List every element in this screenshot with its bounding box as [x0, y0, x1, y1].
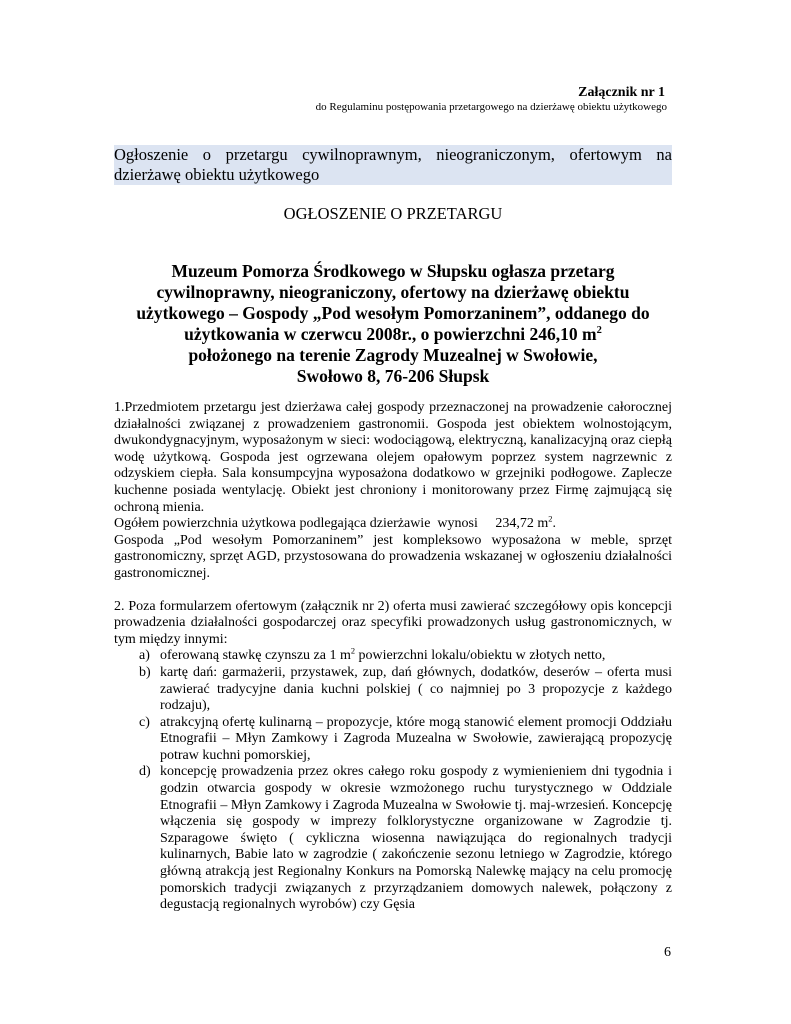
- section-1-paragraph: 1.Przedmiotem przetargu jest dzierżawa całej gospody przeznaczonej na prowadzenie całorocznej działalności związanej z prowadzeniem gastronomii. Gospoda jest obiektem wolnostojącym, dwukondygnacyjnym, wyposażonym w sieci: wodociągową, elektryczną, kanalizacyjną oraz ciepłą wodę użytkową. Gospoda jest ogrzewana olejem opałowym poprzez system nagrzewnic z odzyskiem ciepła. Sala konsumpcyjna wyposażona dodatkowo w grzejniki podłogowe. Zaplecze kuchenne posiada wentylację. Obiekt jest chroniony i monitorowany przez Firmę zajmującą się ochroną mienia.: [114, 400, 672, 515]
- announcement-line-3: użytkowego – Gospody „Pod wesołym Pomorzaninem”, oddanego do: [136, 303, 650, 323]
- list-item-label: d): [139, 764, 151, 780]
- annex-subtitle: do Regulaminu postępowania przetargowego na dzierżawę obiektu użytkowego: [315, 101, 667, 113]
- area-end: .: [552, 516, 556, 532]
- notice-box-text: Ogłoszenie o przetargu cywilnoprawnym, nieograniczonym, ofertowym na dzierżawę obiektu użytkowego: [114, 145, 672, 184]
- page-number: 6: [664, 945, 671, 960]
- list-item-text: atrakcyjną ofertę kulinarną – propozycje, które mogą stanowić element promocji Oddziału Etnografii – Młyn Zamkowy i Zagroda Muzealna w Swołowie, zawierającą propozycję potraw kuchni pomorskiej,: [160, 714, 672, 763]
- list-item-text: kartę dań: garmażerii, przystawek, zup, dań głównych, dodatków, deserów – oferta musi zawierać tradycyjne dania kuchni polskiej ( co najmniej po 3 propozycje z każdego rodzaju),: [160, 664, 672, 714]
- paragraph-gap: [114, 583, 672, 599]
- square-meter-superscript: 2: [596, 325, 602, 337]
- section-1-equipment: Gospoda „Pod wesołym Pomorzaninem” jest kompleksowo wyposażona w meble, sprzęt gastronomiczny, sprzęt AGD, przystosowana do prowadzenia wskazanej w ogłoszeniu działalności gastronomicznej.: [114, 532, 672, 581]
- document-body: [114, 400, 672, 914]
- requirements-list: [114, 648, 672, 914]
- area-text: Ogółem powierzchnia użytkowa podlegająca dzierżawie wynosi 234,72 m: [114, 516, 549, 532]
- list-item: [114, 648, 672, 665]
- list-item-text: oferowaną stawkę czynszu za 1 m: [160, 648, 351, 664]
- announcement-block: [114, 261, 672, 387]
- list-item: [114, 665, 672, 715]
- announcement-line-6: Swołowo 8, 76-206 Słupsk: [296, 366, 490, 386]
- list-item: [114, 764, 672, 913]
- section-2-intro: 2. Poza formularzem ofertowym (załącznik nr 2) oferta musi zawierać szczegółowy opis koncepcji prowadzenia działalności gospodarczej oraz specyfiki prowadzonych usług gastronomicznych, w tym między innymi:: [114, 598, 672, 647]
- list-item: [114, 715, 672, 765]
- list-item-text: koncepcję prowadzenia przez okres całego roku gospody z wymienieniem dni tygodnia i godzin otwarcia gospody w okresie wzmożonego ruchu turystycznego w Oddziale Etnografii – Młyn Zamkowy i Zagroda Muzealna w Swołowie tj. maj-wrzesień. Koncepcję włączenia się gospody w imprezy folklorystyczne organizowane w Zagrodzie tj. Szparagowe święto ( cykliczna wiosenna nawiązująca do regionalnych tradycji kulinarnych, Babie lato w zagrodzie ( zakończenie sezonu letniego w Zagrodzie, którego główną atrakcją jest Regionalny Konkurs na Pomorską Nalewkę mający na celu promocję pomorskich tradycji związanych z przyrządzaniem domowych nalewek, połączony z degustacją regionalnych wyrobów) czy Gęsia: [160, 764, 672, 913]
- list-item-label: a): [139, 648, 150, 664]
- annex-title: Załącznik nr 1: [578, 85, 665, 100]
- list-item-text-after: powierzchni lokalu/obiektu w złotych netto,: [355, 648, 606, 664]
- notice-box: [114, 145, 672, 185]
- announcement-line-4: [114, 324, 672, 345]
- list-item-superscript: 2: [350, 646, 356, 656]
- announcement-line-1: Muzeum Pomorza Środkowego w Słupsku ogłasza przetarg: [171, 261, 615, 281]
- list-item-label: c): [139, 714, 150, 730]
- area-superscript: 2: [548, 514, 553, 524]
- announcement-line-4-text: użytkowania w czerwcu 2008r., o powierzchni 246,10 m: [184, 324, 597, 344]
- document-heading: OGŁOSZENIE O PRZETARGU: [283, 204, 503, 223]
- announcement-line-5: położonego na terenie Zagrody Muzealnej w Swołowie,: [188, 345, 598, 365]
- section-1-area-line: [114, 516, 672, 533]
- announcement-line-2: cywilnoprawny, nieograniczony, ofertowy na dzierżawę obiektu: [156, 282, 630, 302]
- list-item-label: b): [139, 664, 151, 680]
